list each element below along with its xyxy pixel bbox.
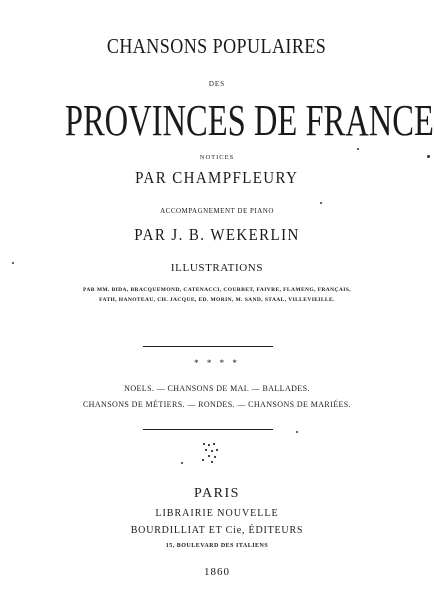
publisher-name: LIBRAIRIE NOUVELLE bbox=[155, 508, 279, 519]
author-credit: PAR CHAMPFLEURY bbox=[135, 168, 299, 187]
composer-credit: PAR J. B. WEKERLIN bbox=[134, 225, 300, 244]
asterism: * * * * bbox=[194, 358, 240, 368]
ink-speck bbox=[320, 202, 322, 204]
main-title: PROVINCES DE FRANCE bbox=[64, 96, 434, 145]
contents-line-2: CHANSONS DE MÉTIERS. — RONDES. — CHANSONS DE MARIÉES. bbox=[82, 400, 352, 409]
divider-rule-bottom bbox=[143, 429, 273, 430]
ink-speck bbox=[296, 431, 298, 433]
contents-line-1: NOELS. — CHANSONS DE MAI. — BALLADES. bbox=[124, 384, 310, 393]
ink-speck bbox=[181, 462, 183, 464]
title-line-1: CHANSONS POPULAIRES bbox=[107, 34, 327, 58]
publication-year: 1860 bbox=[204, 566, 230, 578]
ink-speck bbox=[427, 155, 430, 158]
illustrations-label: ILLUSTRATIONS bbox=[170, 262, 264, 274]
illustrators-line-1: PAR MM. BIDA, BRACQUEMOND, CATENACCI, COURBET, FAIVRE, FLAMENG, FRANÇAIS, bbox=[82, 287, 352, 293]
publisher-address: 15, BOULEVARD DES ITALIENS bbox=[165, 543, 269, 549]
notices-label: NOTICES bbox=[199, 154, 235, 161]
publisher-editors: BOURDILLIAT ET Cie, ÉDITEURS bbox=[130, 525, 304, 536]
ink-speck bbox=[12, 262, 14, 264]
title-des: DES bbox=[208, 80, 226, 88]
printer-ornament-icon bbox=[199, 441, 223, 465]
ink-speck bbox=[357, 148, 359, 150]
imprint-city: PARIS bbox=[194, 486, 240, 501]
accompaniment-label: ACCOMPAGNEMENT DE PIANO bbox=[160, 207, 274, 215]
illustrators-line-2: FATH, HANOTEAU, CH. JACQUE, ED. MORIN, M. SAND, STAAL, VILLEVIEILLE. bbox=[99, 297, 335, 303]
divider-rule-top bbox=[143, 346, 273, 347]
